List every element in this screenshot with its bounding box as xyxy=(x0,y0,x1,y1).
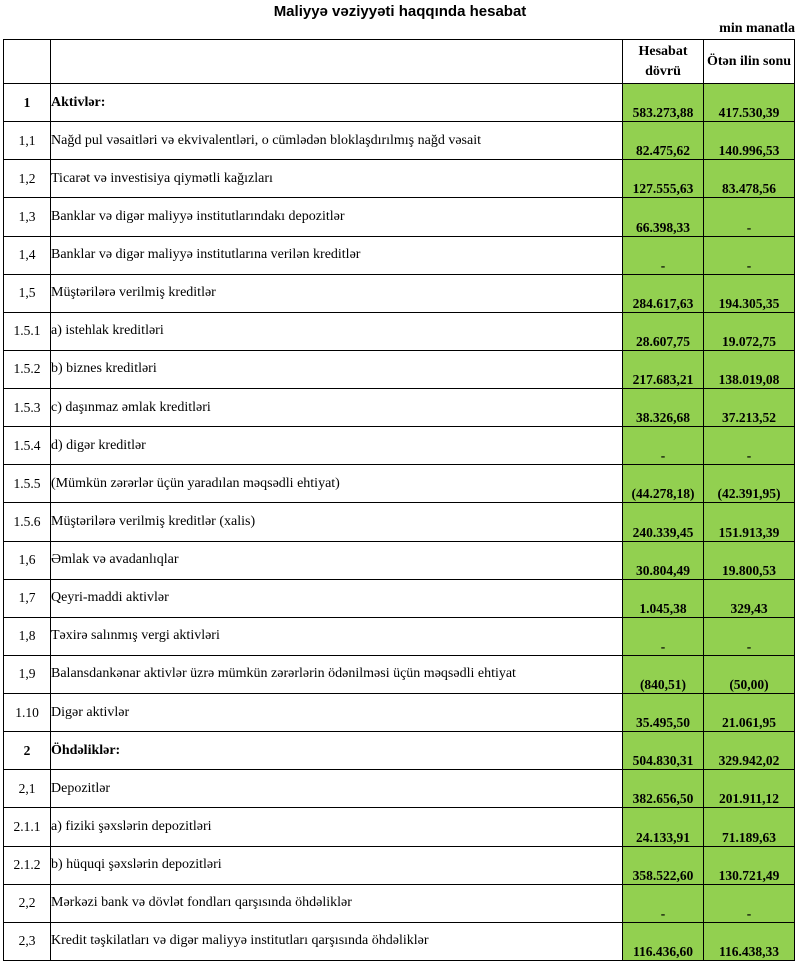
table-row xyxy=(4,732,795,770)
row-label: Balansdankənar aktivlər üzrə mümkün zərərlərin ödənilməsi üçün məqsədli ehtiyat xyxy=(51,655,623,693)
value-previous: 151.913,39 xyxy=(704,503,795,541)
row-number: 1.5.4 xyxy=(4,427,51,465)
row-label: a) fiziki şəxslərin depozitləri xyxy=(51,808,623,846)
table-row xyxy=(4,770,795,808)
table-row xyxy=(4,122,795,160)
row-label: Depozitlər xyxy=(51,770,623,808)
value-current: 30.804,49 xyxy=(623,541,704,579)
value-current: 35.495,50 xyxy=(623,694,704,732)
value-previous: 116.438,33 xyxy=(704,922,795,960)
value-current: 66.398,33 xyxy=(623,198,704,236)
row-number: 2,1 xyxy=(4,770,51,808)
table-row xyxy=(4,503,795,541)
row-label: Banklar və digər maliyyə institutlarına verilən kreditlər xyxy=(51,236,623,274)
header-cell-description xyxy=(51,40,623,84)
row-label: b) biznes kreditləri xyxy=(51,350,623,388)
table-row xyxy=(4,160,795,198)
row-label: Mərkəzi bank və dövlət fondları qarşısında öhdəliklər xyxy=(51,884,623,922)
table-row xyxy=(4,427,795,465)
row-number: 1,3 xyxy=(4,198,51,236)
row-number: 2.1.2 xyxy=(4,846,51,884)
header-cell-previous-year: Ötən ilin sonu xyxy=(704,40,795,84)
row-label: a) istehlak kreditləri xyxy=(51,312,623,350)
row-label: b) hüquqi şəxslərin depozitləri xyxy=(51,846,623,884)
value-previous: - xyxy=(704,427,795,465)
value-previous: (42.391,95) xyxy=(704,465,795,503)
value-current: 284.617,63 xyxy=(623,274,704,312)
table-row xyxy=(4,579,795,617)
unit-note: min manatla xyxy=(719,21,795,36)
row-label: Müştərilərə verilmiş kreditlər xyxy=(51,274,623,312)
row-number: 1.5.5 xyxy=(4,465,51,503)
value-current: 583.273,88 xyxy=(623,84,704,122)
value-current: 504.830,31 xyxy=(623,732,704,770)
row-number: 1.5.1 xyxy=(4,312,51,350)
row-label: Banklar və digər maliyyə institutlarındakı depozitlər xyxy=(51,198,623,236)
header-row xyxy=(4,40,795,84)
value-previous: (50,00) xyxy=(704,655,795,693)
value-previous: 417.530,39 xyxy=(704,84,795,122)
page-title: Maliyyə vəziyyəti haqqında hesabat xyxy=(273,3,527,20)
table-body xyxy=(4,84,795,961)
table-row xyxy=(4,274,795,312)
value-previous: 138.019,08 xyxy=(704,350,795,388)
value-previous: 329.942,02 xyxy=(704,732,795,770)
financial-position-table xyxy=(3,39,795,961)
row-label: Kredit təşkilatları və digər maliyyə institutları qarşısında öhdəliklər xyxy=(51,922,623,960)
table-row xyxy=(4,198,795,236)
value-current: - xyxy=(623,427,704,465)
row-number: 2 xyxy=(4,732,51,770)
value-current: (840,51) xyxy=(623,655,704,693)
table-row xyxy=(4,884,795,922)
table-row xyxy=(4,84,795,122)
value-current: 382.656,50 xyxy=(623,770,704,808)
row-label: (Mümkün zərərlər üçün yaradılan məqsədli ehtiyat) xyxy=(51,465,623,503)
value-previous: - xyxy=(704,617,795,655)
row-label: Nağd pul vəsaitləri və ekvivalentləri, o cümlədən bloklaşdırılmış nağd vəsait xyxy=(51,122,623,160)
table-row xyxy=(4,846,795,884)
value-previous: 21.061,95 xyxy=(704,694,795,732)
row-number: 1,2 xyxy=(4,160,51,198)
value-previous: 140.996,53 xyxy=(704,122,795,160)
header-cell-number xyxy=(4,40,51,84)
row-number: 2,2 xyxy=(4,884,51,922)
table-row xyxy=(4,655,795,693)
row-label: Digər aktivlər xyxy=(51,694,623,732)
table-row xyxy=(4,694,795,732)
table-row xyxy=(4,312,795,350)
value-current: - xyxy=(623,617,704,655)
row-label: Əmlak və avadanlıqlar xyxy=(51,541,623,579)
row-number: 1.5.2 xyxy=(4,350,51,388)
row-number: 1,7 xyxy=(4,579,51,617)
table-row xyxy=(4,350,795,388)
row-label: Müştərilərə verilmiş kreditlər (xalis) xyxy=(51,503,623,541)
value-previous: - xyxy=(704,884,795,922)
row-number: 1,6 xyxy=(4,541,51,579)
value-current: 127.555,63 xyxy=(623,160,704,198)
row-label: Ticarət və investisiya qiymətli kağızları xyxy=(51,160,623,198)
value-previous: - xyxy=(704,198,795,236)
row-number: 1,1 xyxy=(4,122,51,160)
row-label: d) digər kreditlər xyxy=(51,427,623,465)
row-number: 1.5.6 xyxy=(4,503,51,541)
value-previous: 71.189,63 xyxy=(704,808,795,846)
row-label: Aktivlər: xyxy=(51,84,623,122)
row-number: 1.5.3 xyxy=(4,389,51,427)
value-previous: 329,43 xyxy=(704,579,795,617)
table-row xyxy=(4,389,795,427)
row-label: Qeyri-maddi aktivlər xyxy=(51,579,623,617)
table-row xyxy=(4,465,795,503)
table-row xyxy=(4,922,795,960)
row-label: c) daşınmaz əmlak kreditləri xyxy=(51,389,623,427)
value-previous: 37.213,52 xyxy=(704,389,795,427)
value-previous: - xyxy=(704,236,795,274)
value-current: - xyxy=(623,236,704,274)
value-current: 240.339,45 xyxy=(623,503,704,541)
row-number: 1,8 xyxy=(4,617,51,655)
value-previous: 201.911,12 xyxy=(704,770,795,808)
value-previous: 19.072,75 xyxy=(704,312,795,350)
table-row xyxy=(4,236,795,274)
row-label: Təxirə salınmış vergi aktivləri xyxy=(51,617,623,655)
table-header xyxy=(4,40,795,84)
header-cell-current-period: Hesabat dövrü xyxy=(623,40,704,84)
value-previous: 130.721,49 xyxy=(704,846,795,884)
row-number: 1.10 xyxy=(4,694,51,732)
row-number: 1,5 xyxy=(4,274,51,312)
row-number: 2,3 xyxy=(4,922,51,960)
value-current: 38.326,68 xyxy=(623,389,704,427)
value-previous: 19.800,53 xyxy=(704,541,795,579)
value-current: - xyxy=(623,884,704,922)
value-current: 217.683,21 xyxy=(623,350,704,388)
row-label: Öhdəliklər: xyxy=(51,732,623,770)
value-current: 24.133,91 xyxy=(623,808,704,846)
value-current: 358.522,60 xyxy=(623,846,704,884)
value-current: 82.475,62 xyxy=(623,122,704,160)
value-previous: 194.305,35 xyxy=(704,274,795,312)
value-previous: 83.478,56 xyxy=(704,160,795,198)
row-number: 2.1.1 xyxy=(4,808,51,846)
table-row xyxy=(4,808,795,846)
value-current: 1.045,38 xyxy=(623,579,704,617)
table-row xyxy=(4,541,795,579)
row-number: 1,9 xyxy=(4,655,51,693)
row-number: 1 xyxy=(4,84,51,122)
table-row xyxy=(4,617,795,655)
value-current: 116.436,60 xyxy=(623,922,704,960)
value-current: 28.607,75 xyxy=(623,312,704,350)
row-number: 1,4 xyxy=(4,236,51,274)
value-current: (44.278,18) xyxy=(623,465,704,503)
